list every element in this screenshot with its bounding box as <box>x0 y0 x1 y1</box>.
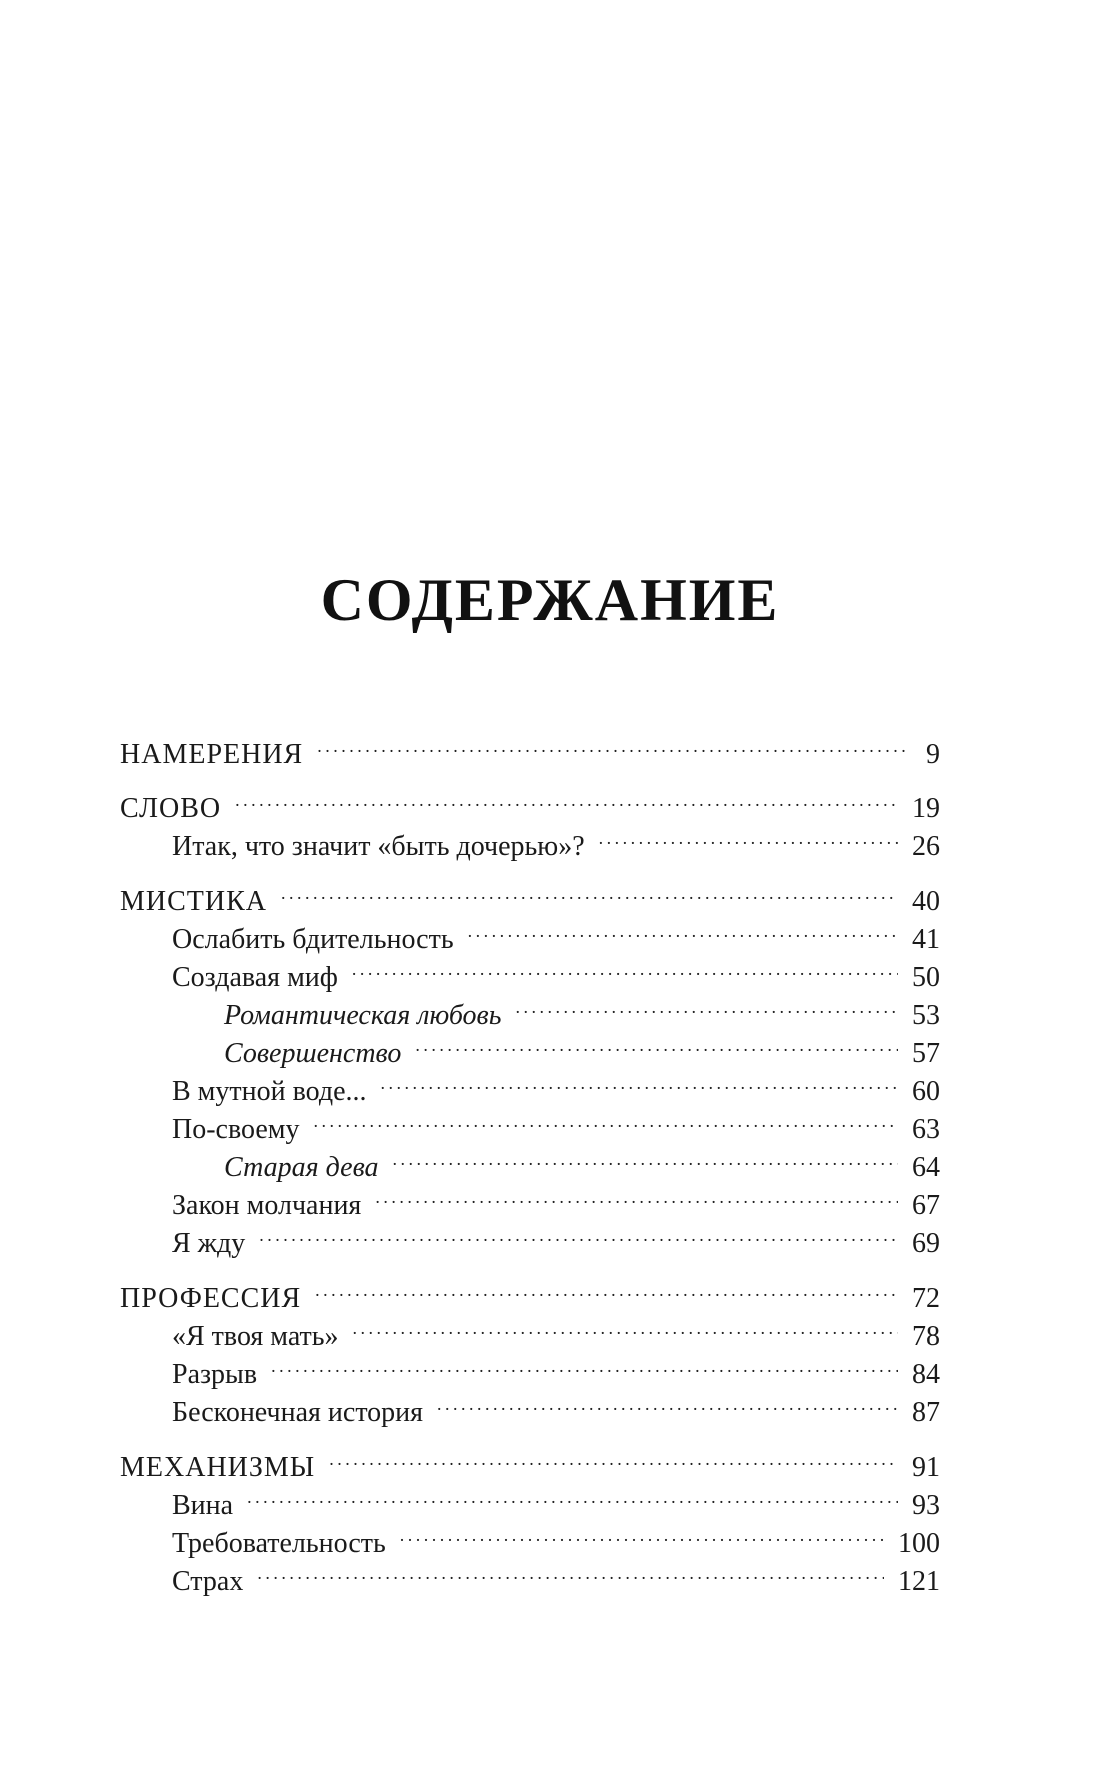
dot-leader <box>599 817 898 855</box>
dot-leader <box>415 1024 898 1062</box>
dot-leader <box>381 1062 899 1100</box>
toc-entry-label: В мутной воде... <box>172 1076 367 1107</box>
toc-entry-page: 93 <box>912 1490 940 1521</box>
dot-leader <box>437 1383 898 1421</box>
toc-entry[interactable] <box>120 817 940 862</box>
toc-entry[interactable] <box>120 1024 940 1069</box>
dot-leader <box>468 910 898 948</box>
toc-entry-page: 50 <box>912 962 940 993</box>
toc-entry-page: 57 <box>912 1038 940 1069</box>
toc-entry[interactable] <box>120 1100 940 1145</box>
toc-entry-page: 41 <box>912 924 940 955</box>
toc-entry[interactable] <box>120 910 940 955</box>
toc-entry-label: ПРОФЕССИЯ <box>120 1283 302 1314</box>
toc-entry-page: 121 <box>898 1566 940 1597</box>
dot-leader <box>235 779 898 817</box>
toc-entry-label: Страх <box>172 1566 244 1597</box>
toc-entry-label: По-своему <box>172 1114 300 1145</box>
toc-entry-page: 60 <box>912 1076 940 1107</box>
dot-leader <box>259 1214 898 1252</box>
toc-entry-label: Требовательность <box>172 1528 386 1559</box>
toc-entry-label: МИСТИКА <box>120 886 268 917</box>
dot-leader <box>247 1476 898 1514</box>
dot-leader <box>317 725 906 763</box>
toc-entry[interactable] <box>120 1138 940 1183</box>
toc-entry[interactable] <box>120 1383 940 1428</box>
toc-entry[interactable] <box>120 1214 940 1259</box>
toc-entry-label: Разрыв <box>172 1359 258 1390</box>
toc-entry-page: 63 <box>912 1114 940 1145</box>
toc-entry-page: 19 <box>912 793 940 824</box>
toc-entry-label: Бесконечная история <box>172 1397 424 1428</box>
dot-leader <box>353 1307 898 1345</box>
toc-entry[interactable] <box>120 1345 940 1390</box>
toc-entry[interactable] <box>120 1062 940 1107</box>
toc-entry-label: Создавая миф <box>172 962 338 993</box>
toc-entry-page: 84 <box>912 1359 940 1390</box>
toc-entry[interactable] <box>120 872 940 917</box>
toc-entry[interactable] <box>120 1176 940 1221</box>
toc-entry-page: 72 <box>912 1283 940 1314</box>
dot-leader <box>329 1438 898 1476</box>
dot-leader <box>315 1269 898 1307</box>
toc-entry-label: Романтическая любовь <box>224 1000 502 1031</box>
toc-entry[interactable] <box>120 1269 940 1314</box>
dot-leader <box>393 1138 898 1176</box>
toc-entry-label: СЛОВО <box>120 793 222 824</box>
dot-leader <box>515 986 898 1024</box>
toc-entry-page: 78 <box>912 1321 940 1352</box>
toc-entry-label: Вина <box>172 1490 234 1521</box>
toc-entry-label: НАМЕРЕНИЯ <box>120 739 304 770</box>
dot-leader <box>352 948 898 986</box>
toc-entry-page: 9 <box>926 739 940 770</box>
dot-leader <box>281 872 898 910</box>
toc-entry[interactable] <box>120 1307 940 1352</box>
toc-entry-page: 69 <box>912 1228 940 1259</box>
toc-entry-label: Ослабить бдительность <box>172 924 454 955</box>
toc-entry-page: 64 <box>912 1152 940 1183</box>
toc-entry-label: Совершенство <box>224 1038 402 1069</box>
toc-entry-label: Старая дева <box>224 1152 379 1183</box>
toc-entry[interactable] <box>120 1476 940 1521</box>
toc-entry-page: 53 <box>912 1000 940 1031</box>
toc-entry-page: 67 <box>912 1190 940 1221</box>
toc-entry-label: МЕХАНИЗМЫ <box>120 1452 316 1483</box>
toc-entry-label: Я жду <box>172 1228 246 1259</box>
dot-leader <box>257 1552 884 1590</box>
toc-entry-page: 100 <box>898 1528 940 1559</box>
toc-entry[interactable] <box>120 779 940 824</box>
toc-entry-page: 40 <box>912 886 940 917</box>
dot-leader <box>400 1514 884 1552</box>
dot-leader <box>314 1100 899 1138</box>
toc-entry[interactable] <box>120 725 940 770</box>
toc-entry[interactable] <box>120 948 940 993</box>
page-title: СОДЕРЖАНИЕ <box>320 567 780 634</box>
toc-entry-page: 87 <box>912 1397 940 1428</box>
toc-entry-label: «Я твоя мать» <box>172 1321 339 1352</box>
toc-entry[interactable] <box>120 986 940 1031</box>
toc-entry[interactable] <box>120 1514 940 1559</box>
dot-leader <box>375 1176 898 1214</box>
dot-leader <box>271 1345 898 1383</box>
toc-entry-page: 91 <box>912 1452 940 1483</box>
toc-entry-label: Закон молчания <box>172 1190 362 1221</box>
toc-entry[interactable] <box>120 1438 940 1483</box>
toc-entry-label: Итак, что значит «быть дочерью»? <box>172 831 585 862</box>
toc-entry-page: 26 <box>912 831 940 862</box>
toc-entry[interactable] <box>120 1552 940 1597</box>
